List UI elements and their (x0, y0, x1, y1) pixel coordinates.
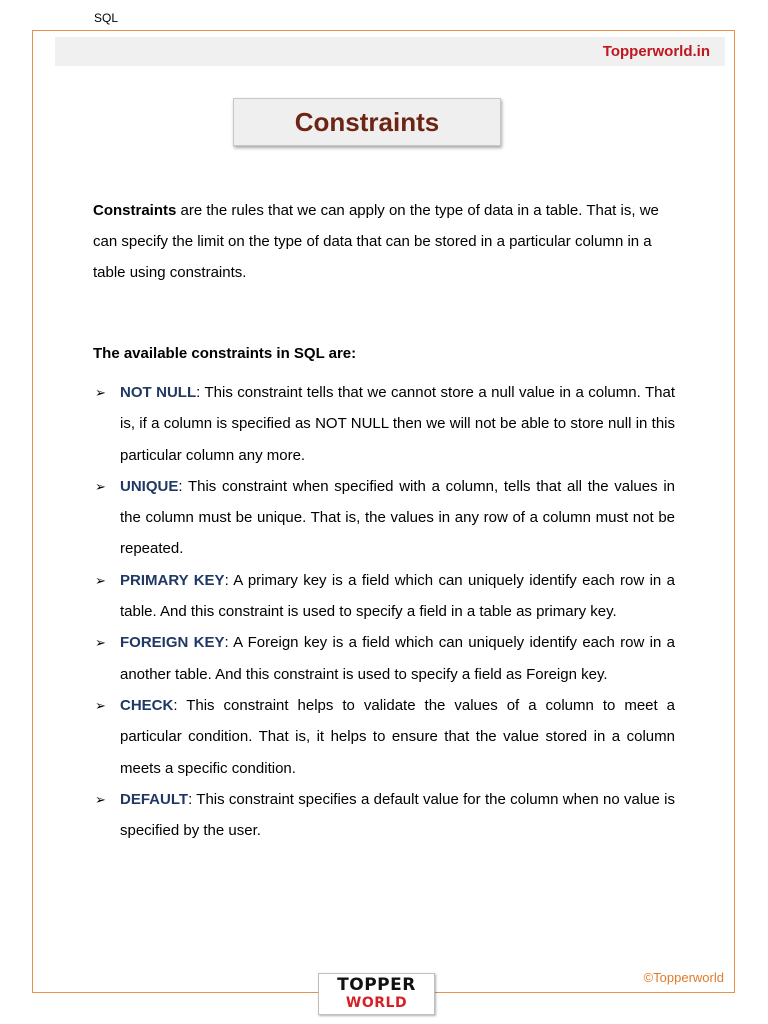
arrowhead-bullet-icon: ➢ (95, 697, 106, 713)
arrowhead-bullet-icon: ➢ (95, 478, 106, 494)
constraint-description: : A primary key is a field which can uniquely identify each row in a table. And this constraint is used to specify a field in a table as primary key. (120, 571, 675, 621)
constraint-term: NOT NULL (120, 384, 197, 401)
logo-bottom-text: WORLD (345, 995, 408, 1011)
title-box (233, 98, 501, 146)
page-title: Constraints (294, 106, 440, 137)
site-name: Topperworld.in (602, 43, 710, 60)
list-item (93, 627, 675, 690)
constraint-description: : This constraint specifies a default value for the column when no value is specified by the user. (120, 790, 675, 840)
arrowhead-bullet-icon: ➢ (95, 385, 106, 400)
constraint-description: : This constraint helps to validate the values of a column to meet a particular condition. That is, it helps to ensure that the value stored in a column meets a specific condition. (120, 696, 675, 777)
arrowhead-bullet-icon: ➢ (95, 572, 106, 588)
doc-label: SQL (94, 11, 119, 25)
copyright-text: ©Topperworld (643, 970, 724, 985)
constraint-list (93, 377, 675, 846)
arrowhead-bullet-icon: ➢ (95, 791, 106, 807)
constraint-description: : This constraint tells that we cannot store a null value in a column. That is, if a column is specified as NOT NULL then we will not be able to store null in this particular column any more. (120, 384, 675, 464)
constraint-term: DEFAULT (120, 790, 189, 808)
arrowhead-bullet-icon: ➢ (95, 635, 106, 651)
constraint-term: CHECK (120, 696, 174, 714)
list-heading: The available constraints in SQL are: (93, 345, 357, 362)
intro-text: are the rules that we can apply on the type of data in a table. That is, we can specify the limit on the type of data that can be stored in a particular column in a table using constraints. (93, 202, 659, 281)
list-item (93, 784, 675, 847)
list-item (93, 690, 675, 784)
constraint-description: : A Foreign key is a field which can uniquely identify each row in a another table. And this constraint is used to specify a field as Foreign key. (120, 634, 675, 683)
topperworld-logo (318, 973, 435, 1015)
header-band (55, 37, 725, 66)
list-item (93, 565, 675, 628)
constraint-description: : This constraint when specified with a column, tells that all the values in the column must be unique. That is, the values in any row of a column must not be repeated. (120, 477, 675, 558)
list-item (93, 377, 675, 471)
logo-top-text: TOPPER (337, 975, 416, 995)
constraint-term: FOREIGN KEY (120, 634, 225, 652)
constraint-term: PRIMARY KEY (120, 571, 225, 589)
list-item (93, 471, 675, 565)
intro-term: Constraints (93, 202, 177, 219)
intro-paragraph (93, 195, 675, 288)
constraint-term: UNIQUE (120, 477, 179, 495)
